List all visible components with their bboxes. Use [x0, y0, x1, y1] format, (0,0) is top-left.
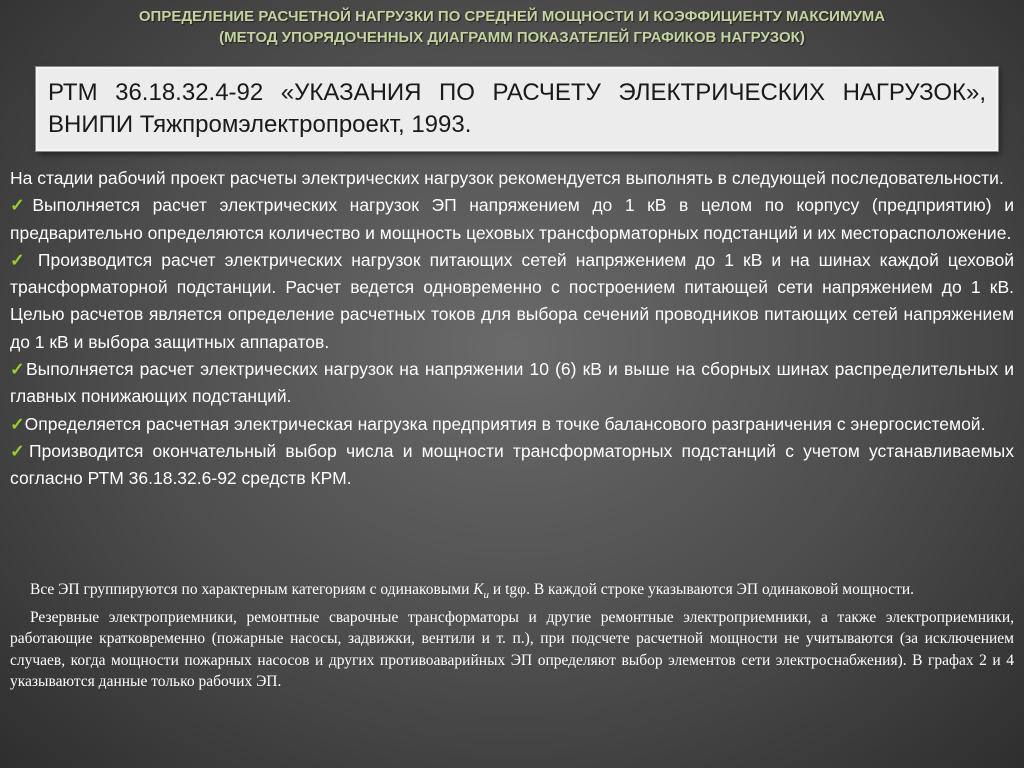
note-grouping-text-end: и tgφ. В каждой строке указываются ЭП одинаковой мощности. — [489, 581, 915, 598]
slide-title-line-1: ОПРЕДЕЛЕНИЕ РАСЧЕТНОЙ НАГРУЗКИ ПО СРЕДНЕЙ МОЩНОСТИ И КОЭФФИЦИЕНТУ МАКСИМУМА — [138, 8, 886, 25]
list-item-text: Выполняется расчет электрических нагрузок на напряжении 10 (6) кВ и выше на сборных шинах распределительных и главных понижающих подстанций. — [10, 359, 1014, 407]
note-grouping — [10, 579, 1014, 607]
checkmark-icon: ✓ — [10, 359, 26, 380]
list-item-text: Выполняется расчет электрических нагрузок ЭП напряжением до 1 кВ в целом по корпусу (предприятию) и предварительно определяются количество и мощность цеховых трансформаторных подстанций и их месторасположение. — [10, 195, 1014, 243]
note-grouping-text: Все ЭП группируются по характерным категориям с одинаковыми — [30, 581, 474, 598]
ki-symbol — [473, 581, 490, 602]
list-item — [10, 356, 1014, 411]
notes — [10, 579, 1014, 693]
note-reserve: Резервные электроприемники, ремонтные сварочные трансформаторы и другие ремонтные электроприемники, а также электроприемники, работающие кратковременно (пожарные насосы, задвижки, вентили и т. п.), при подсчете расчетной мощности не учитываются (за исключением случаев, когда мощности пожарных насосов и других противоаварийных ЭП определяют выбор элементов сети электроснабжения). В графах 2 и 4 указываются данные только рабочих ЭП. — [10, 608, 1014, 691]
ki-subscript: и — [483, 589, 490, 602]
checkmark-icon: ✓ — [10, 440, 29, 461]
list-item-text: Производится окончательный выбор числа и мощности трансформаторных подстанций с учетом устанавливаемых согласно РТМ 36.18.32.6-92 средств КРМ. — [10, 440, 1014, 489]
list-item — [10, 247, 1014, 356]
slide-title-line-2: (МЕТОД УПОРЯДОЧЕННЫХ ДИАГРАММ ПОКАЗАТЕЛЕЙ ГРАФИКОВ НАГРУЗОК) — [219, 29, 805, 46]
checkmark-icon: ✓ — [10, 195, 33, 216]
reference-box — [36, 67, 998, 151]
list-item — [10, 411, 1014, 438]
list-item — [10, 438, 1014, 493]
slide-title — [20, 6, 1004, 48]
main-text — [10, 165, 1014, 493]
reference-text: РТМ 36.18.32.4-92 «УКАЗАНИЯ ПО РАСЧЕТУ ЭЛЕКТРИЧЕСКИХ НАГРУЗОК», ВНИПИ Тяжпромэлектропроект, 1993. — [48, 79, 986, 138]
checkmark-icon: ✓ — [10, 413, 25, 434]
list-item-text: Определяется расчетная электрическая нагрузка предприятия в точке балансового разграничения с энергосистемой. — [24, 413, 986, 434]
ki-letter: К — [473, 581, 484, 598]
checkmark-icon: ✓ — [10, 249, 29, 270]
intro-paragraph: На стадии рабочий проект расчеты электрических нагрузок рекомендуется выполнять в следующей последовательности. — [10, 168, 1004, 188]
list-item — [10, 192, 1014, 247]
list-item-text: Производится расчет электрических нагрузок питающих сетей напряжением до 1 кВ и на шинах каждой цеховой трансформаторной подстанции. Расчет ведется одновременно с построением питающей сети напряжением до 1 кВ. Целью расчетов является определение расчетных токов для выбора сечений проводников питающих сетей напряжением до 1 кВ и выбора защитных аппаратов. — [10, 249, 1014, 352]
